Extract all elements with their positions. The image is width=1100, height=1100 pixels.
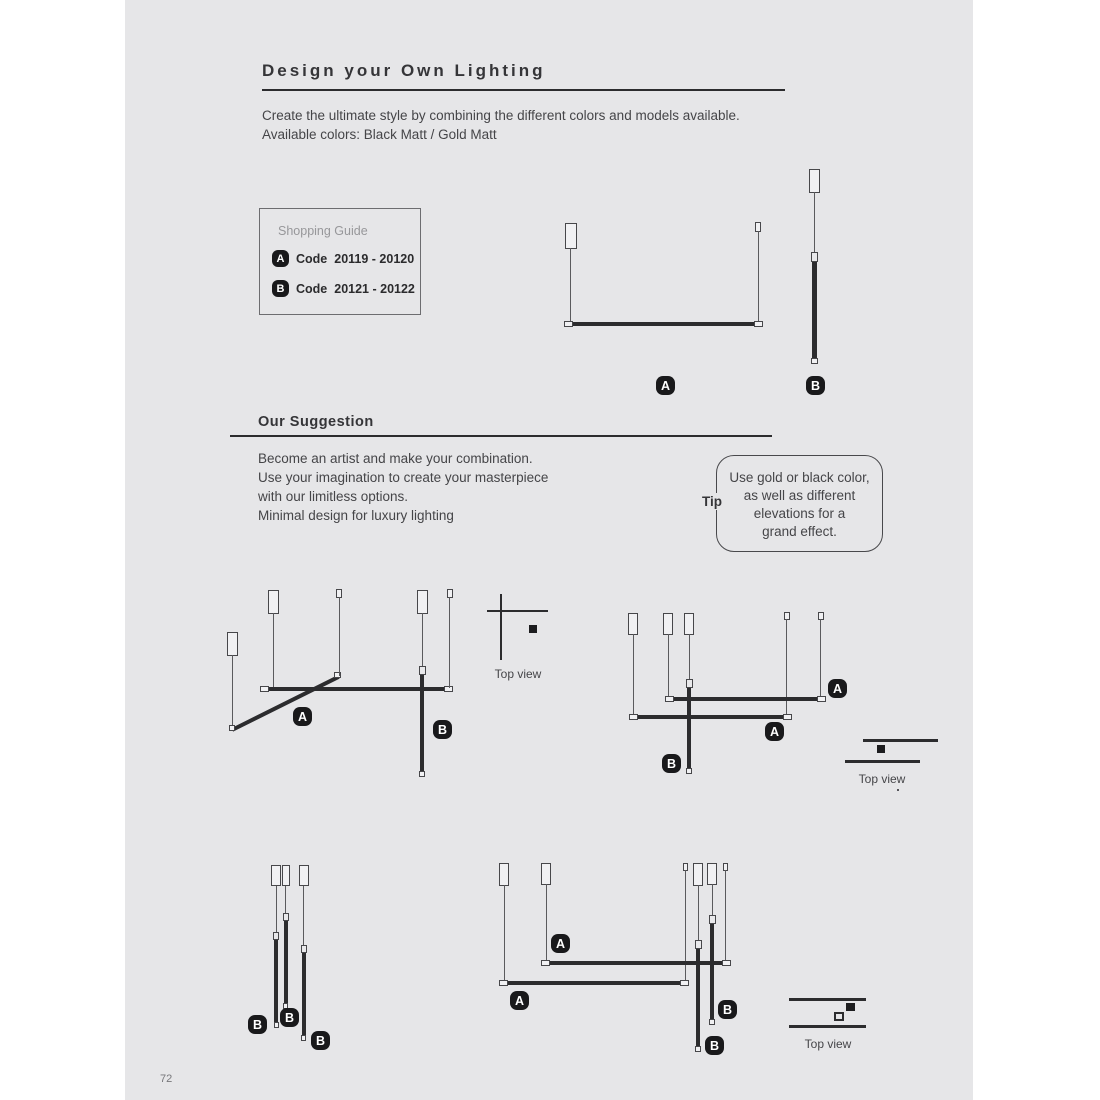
end-cap xyxy=(301,1035,306,1041)
light-bar-horizontal xyxy=(667,697,823,701)
ceiling-canister xyxy=(707,863,717,885)
label-a-badge: A xyxy=(510,991,529,1010)
end-cap xyxy=(811,358,818,364)
code-range: 20121 - 20122 xyxy=(334,281,415,296)
end-cap xyxy=(541,960,550,966)
ceiling-canister xyxy=(541,863,551,885)
ceiling-canister xyxy=(809,169,820,193)
top-view-line xyxy=(863,739,938,742)
top-view-label: Top view xyxy=(858,772,906,786)
end-cap xyxy=(229,725,235,731)
suspension-wire xyxy=(339,597,340,676)
top-view-marker xyxy=(877,745,885,753)
connector xyxy=(709,915,716,924)
tip-line-4: grand effect. xyxy=(762,524,837,539)
label-b-badge: B xyxy=(280,1008,299,1027)
label-b-badge: B xyxy=(718,1000,737,1019)
intro-line-2: Available colors: Black Matt / Gold Matt xyxy=(262,127,497,142)
suspension-wire xyxy=(820,619,821,698)
suspension-wire xyxy=(633,634,634,716)
top-view-line xyxy=(487,610,548,612)
suggestion-rule xyxy=(230,435,772,437)
top-view-marker-filled xyxy=(846,1003,855,1011)
ceiling-canister xyxy=(565,223,577,249)
light-bar-vertical xyxy=(812,262,817,359)
suspension-wire xyxy=(449,597,450,688)
label-b-badge: B xyxy=(806,376,825,395)
end-cap xyxy=(419,771,425,777)
ceiling-cap xyxy=(818,612,824,620)
suspension-wire xyxy=(276,886,277,933)
suspension-wire xyxy=(712,884,713,916)
title-rule xyxy=(262,89,785,91)
label-a-badge: A xyxy=(765,722,784,741)
top-view-marker xyxy=(529,625,537,633)
suspension-wire xyxy=(758,231,759,323)
label-a-badge: A xyxy=(293,707,312,726)
tip-label: Tip xyxy=(702,493,726,510)
ceiling-canister xyxy=(268,590,279,614)
intro-line-1: Create the ultimate style by combining the different colors and models available. xyxy=(262,108,740,123)
label-b-badge: B xyxy=(248,1015,267,1034)
suspension-wire xyxy=(786,619,787,716)
end-cap xyxy=(260,686,269,692)
page-number: 72 xyxy=(160,1073,173,1085)
end-cap xyxy=(709,1019,715,1025)
connector xyxy=(686,679,693,688)
top-view-line xyxy=(845,760,920,763)
shopping-guide-box xyxy=(259,208,421,315)
light-bar-vertical xyxy=(420,675,424,772)
label-b-badge: B xyxy=(662,754,681,773)
label-b-badge: B xyxy=(433,720,452,739)
suggestion-title: Our Suggestion xyxy=(258,414,374,430)
suspension-wire xyxy=(698,885,699,941)
suspension-wire xyxy=(685,870,686,982)
suggestion-line-2: Use your imagination to create your masterpiece xyxy=(258,470,549,485)
end-cap xyxy=(564,321,573,327)
top-view-marker-outline xyxy=(834,1012,844,1021)
shopping-guide-title: Shopping Guide xyxy=(278,224,368,238)
ceiling-cap xyxy=(447,589,453,598)
ceiling-canister xyxy=(663,613,673,635)
top-view-label: Top view xyxy=(804,1037,852,1051)
end-cap xyxy=(274,1022,279,1028)
ceiling-canister xyxy=(628,613,638,635)
suggestion-paragraph xyxy=(258,449,548,525)
top-view-line xyxy=(500,594,502,660)
shopping-guide-row-b xyxy=(272,280,415,297)
connector xyxy=(811,252,818,262)
end-cap xyxy=(665,696,674,702)
light-bar-vertical xyxy=(302,953,306,1036)
intro-text xyxy=(262,106,740,144)
dot xyxy=(897,789,899,791)
ceiling-canister xyxy=(282,865,290,886)
end-cap xyxy=(499,980,508,986)
top-view-line xyxy=(789,1025,866,1028)
code-range: 20119 - 20120 xyxy=(334,251,415,266)
light-bar-vertical xyxy=(710,924,714,1020)
suggestion-line-1: Become an artist and make your combination. xyxy=(258,451,533,466)
ceiling-canister xyxy=(271,865,281,886)
label-a-badge: A xyxy=(828,679,847,698)
end-cap xyxy=(817,696,826,702)
light-bar-horizontal xyxy=(543,961,727,965)
suspension-wire xyxy=(285,886,286,914)
light-bar-horizontal xyxy=(501,981,685,985)
suspension-wire xyxy=(422,613,423,667)
suggestion-line-3: with our limitless options. xyxy=(258,489,409,504)
label-b-badge: B xyxy=(705,1036,724,1055)
ceiling-canister xyxy=(693,863,703,886)
connector xyxy=(283,913,289,921)
code-label: Code xyxy=(296,251,328,266)
catalog-page xyxy=(125,0,973,1100)
suspension-wire xyxy=(570,248,571,323)
light-bar-diagonal xyxy=(231,675,339,732)
code-label: Code xyxy=(296,281,328,296)
suspension-wire xyxy=(668,634,669,698)
light-bar-vertical xyxy=(284,921,288,1004)
end-cap xyxy=(686,768,692,774)
connector xyxy=(419,666,426,675)
suspension-wire xyxy=(273,613,274,688)
ceiling-canister xyxy=(499,863,509,886)
suspension-wire xyxy=(303,886,304,946)
badge-a-icon: A xyxy=(272,250,289,267)
ceiling-cap xyxy=(784,612,790,620)
suspension-wire xyxy=(504,885,505,982)
suspension-wire xyxy=(546,884,547,962)
badge-b-icon: B xyxy=(272,280,289,297)
ceiling-canister xyxy=(299,865,309,886)
tip-text xyxy=(716,469,883,541)
label-a-badge: A xyxy=(551,934,570,953)
light-bar-horizontal xyxy=(631,715,788,719)
tip-line-2: as well as different xyxy=(743,488,856,503)
end-cap xyxy=(680,980,689,986)
suspension-wire xyxy=(689,634,690,680)
ceiling-canister xyxy=(227,632,238,656)
end-cap xyxy=(722,960,731,966)
shopping-guide-row-a xyxy=(272,250,414,267)
tip-line-3: elevations for a xyxy=(753,506,846,521)
end-cap xyxy=(754,321,763,327)
connector xyxy=(695,940,702,949)
connector xyxy=(273,932,279,940)
light-bar-horizontal xyxy=(566,322,762,326)
suggestion-line-4: Minimal design for luxury lighting xyxy=(258,508,454,523)
ceiling-canister xyxy=(417,590,428,614)
page-title: Design your Own Lighting xyxy=(262,61,546,80)
ceiling-canister xyxy=(684,613,694,635)
label-a-badge: A xyxy=(656,376,675,395)
suspension-wire xyxy=(725,870,726,962)
end-cap xyxy=(783,714,792,720)
end-cap xyxy=(629,714,638,720)
light-bar-vertical xyxy=(274,940,278,1023)
top-view-line xyxy=(789,998,866,1001)
suspension-wire xyxy=(814,192,815,253)
top-view-label: Top view xyxy=(494,667,542,681)
tip-line-1: Use gold or black color, xyxy=(729,470,870,485)
connector xyxy=(301,945,307,953)
suspension-wire xyxy=(232,655,233,729)
label-b-badge: B xyxy=(311,1031,330,1050)
end-cap xyxy=(695,1046,701,1052)
